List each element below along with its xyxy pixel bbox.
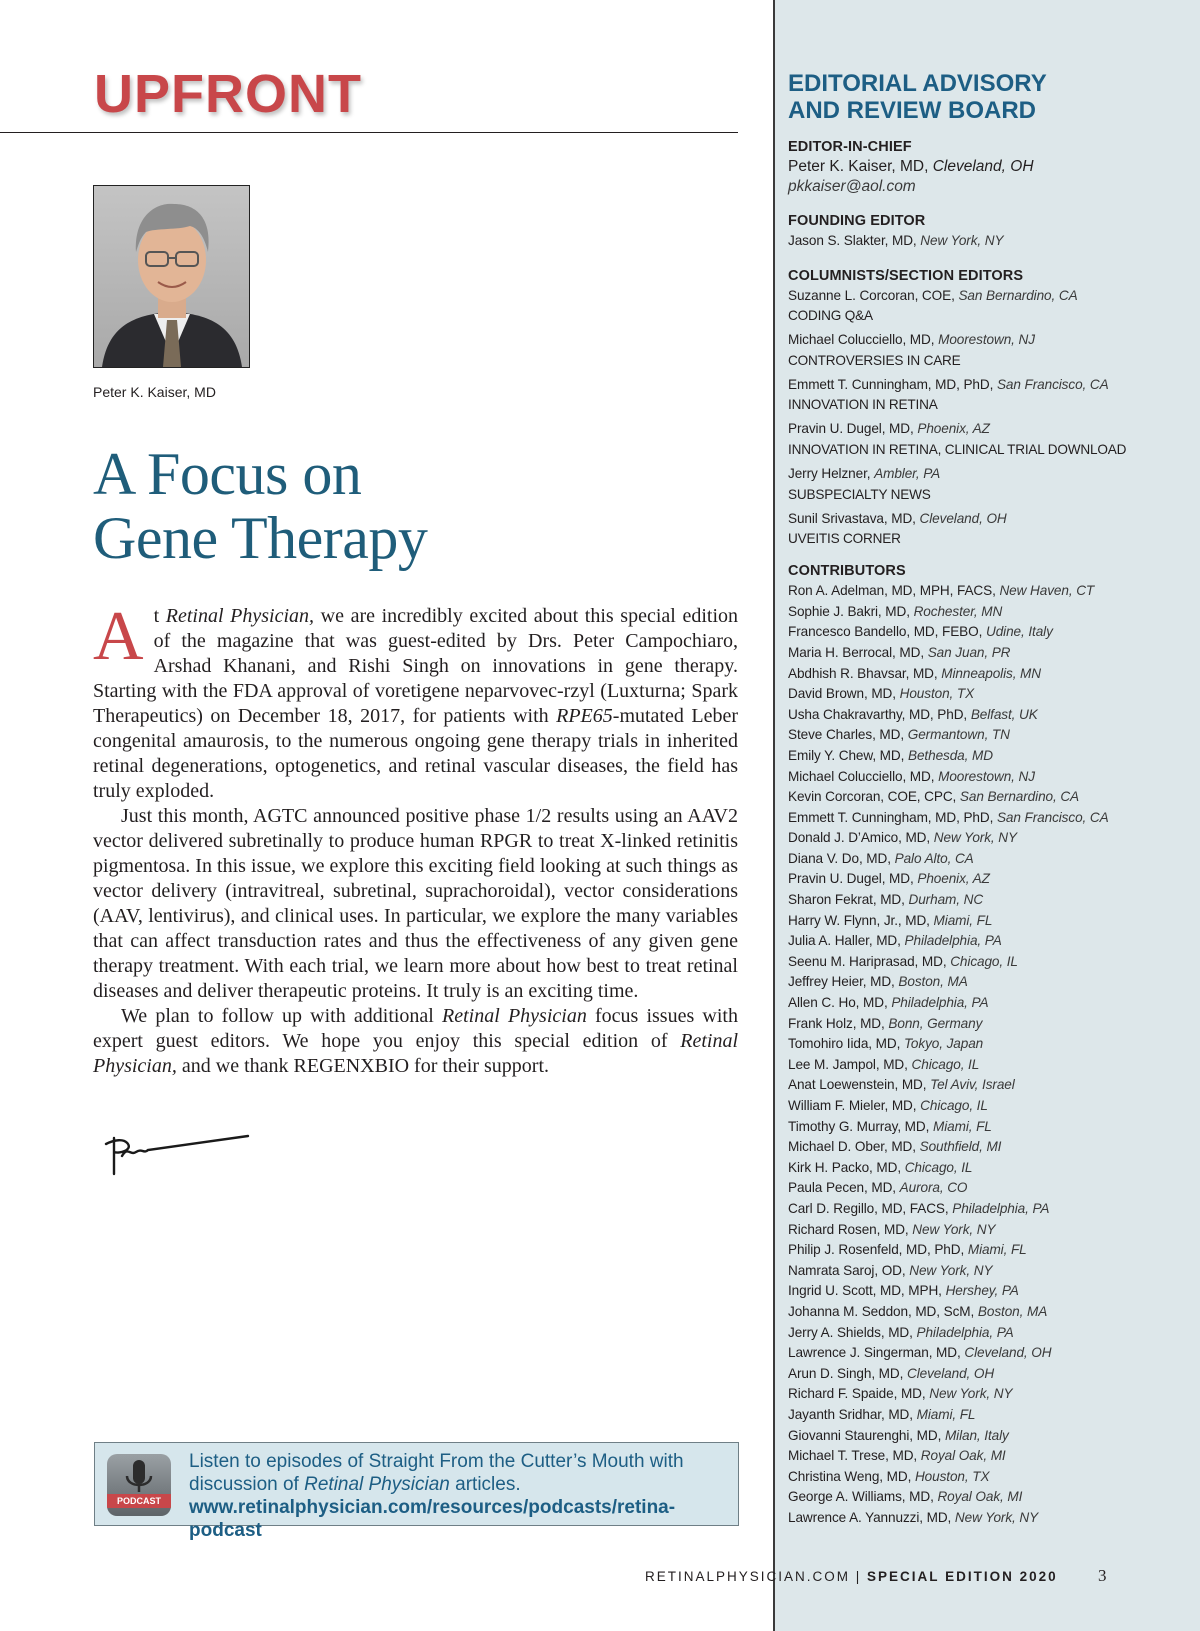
person-location: Philadelphia, PA [916,1324,1014,1340]
contributor-entry [788,622,1193,643]
columnists-list [788,286,1193,550]
person-location: Phoenix, AZ [917,421,990,437]
person-location: Belfast, UK [970,706,1038,722]
person-location: Boston, MA [977,1303,1048,1319]
podcast-line-2 [189,1473,734,1496]
person-name: Anat Loewenstein, MD, [788,1077,927,1093]
person-location: Hershey, PA [945,1283,1019,1299]
person-location: Germantown, TN [907,727,1010,743]
person-location: New York, NY [920,233,1004,248]
person-location: Bethesda, MD [908,747,993,763]
article-paragraph-2: Just this month, AGTC announced positive phase 1/2 results using an AAV2 vector delivered subretinally to produce human RPGR to treat X-linked retinitis pigmentosa. In this issue, we explore this exciting field looking at such things as vector delivery (intravitreal, subretinal, suprachoroidal), vector considerations (AAV, lentivirus), and clinical uses. In particular, we explore the many variables that can affect transduction rates and thus the effectiveness of any given gene therapy treatment. With each trial, we learn more about how best to treat retinal diseases and deliver therapeutic proteins. It truly is an exciting time. [93,805,738,1002]
eic-location: Cleveland, OH [932,158,1034,175]
contributor-entry [788,972,1193,993]
contributor-entry [788,1384,1193,1405]
person-location: New York, NY [909,1262,993,1278]
person-name: Richard F. Spaide, MD, [788,1386,926,1402]
contributor-entry [788,787,1193,808]
person-name: Michael D. Ober, MD, [788,1139,916,1155]
contributor-entry [788,1137,1193,1158]
contributor-entry [788,705,1193,726]
person-location: Southfield, MI [919,1139,1002,1155]
contributor-entry [788,1014,1193,1035]
person-location: Houston, TX [914,1468,990,1484]
person-location: Udine, Italy [985,624,1053,640]
p3-run-1: Retinal Physician [442,1005,587,1027]
person-name: Allen C. Ho, MD, [788,995,888,1011]
columnist-entry [788,419,1193,440]
contributor-entry [788,952,1193,973]
person-name: Sharon Fekrat, MD, [788,892,905,908]
person-location: Miami, FL [933,1118,992,1134]
person-location: Cleveland, OH [964,1345,1052,1361]
person-name: Michael T. Trese, MD, [788,1448,918,1464]
column-title: UVEITIS CORNER [788,531,901,547]
person-name: David Brown, MD, [788,686,896,702]
p1-run-3: RPE65 [556,705,613,727]
contributor-entry [788,1055,1193,1076]
header-rule [0,132,738,133]
person-name: Namrata Saroj, OD, [788,1262,906,1278]
contributor-entry [788,808,1193,829]
person-location: Philadelphia, PA [904,933,1002,949]
person-location: Chicago, IL [911,1056,980,1072]
person-location: San Francisco, CA [996,809,1109,825]
footer-edition: SPECIAL EDITION 2020 [867,1569,1058,1584]
person-location: Aurora, CO [899,1180,968,1196]
person-name: Steve Charles, MD, [788,727,905,743]
board-title-line-1: EDITORIAL ADVISORY [788,70,1047,97]
contributor-entry [788,725,1193,746]
person-location: Chicago, IL [904,1159,973,1175]
podcast-line-2-post: articles. [449,1474,521,1495]
columnist-entry [788,330,1193,351]
contributor-entry [788,1364,1193,1385]
person-location: Tokyo, Japan [903,1036,984,1052]
contributor-entry [788,767,1193,788]
person-name: Arun D. Singh, MD, [788,1365,904,1381]
contributor-entry [788,664,1193,685]
person-name: Lawrence A. Yannuzzi, MD, [788,1509,952,1525]
person-name: Johanna M. Seddon, MD, ScM, [788,1303,975,1319]
contributor-entry [788,1261,1193,1282]
contributor-entry [788,993,1193,1014]
column-title: INNOVATION IN RETINA, CLINICAL TRIAL DOWNLOAD [788,441,1127,457]
contributor-entry [788,643,1193,664]
contributor-entry [788,1281,1193,1302]
contributor-entry [788,1487,1193,1508]
contributor-entry [788,1405,1193,1426]
contributor-entry [788,1323,1193,1344]
eic-heading: EDITOR-IN-CHIEF [788,139,912,155]
author-photo [93,185,250,368]
person-location: Minneapolis, MN [941,665,1041,681]
column-title: CONTROVERSIES IN CARE [788,352,961,368]
contributor-entry [788,1467,1193,1488]
person-name: Emmett T. Cunningham, MD, PhD, [788,809,994,825]
person-name: Michael Colucciello, MD, [788,332,935,348]
podcast-banner[interactable] [94,1442,739,1541]
contributor-entry [788,1302,1193,1323]
person-location: New Haven, CT [999,583,1095,599]
person-name: Suzanne L. Corcoran, COE, [788,287,955,303]
person-name: Kevin Corcoran, COE, CPC, [788,789,957,805]
person-name: George A. Williams, MD, [788,1489,934,1505]
person-name: Emily Y. Chew, MD, [788,747,905,763]
person-location: Miami, FL [967,1242,1027,1258]
person-name: Diana V. Do, MD, [788,850,891,866]
person-location: Chicago, IL [950,953,1018,969]
person-name: Ingrid U. Scott, MD, MPH, [788,1283,942,1299]
article-headline [93,442,733,570]
podcast-microphone-icon [107,1454,171,1516]
contributor-entry [788,746,1193,767]
columnist-entry [788,509,1193,530]
columnist-entry [788,286,1193,307]
eic-entry [788,157,1193,177]
person-name: Donald J. D’Amico, MD, [788,830,931,846]
section-label: UPFRONT [94,64,362,124]
person-location: New York, NY [912,1221,996,1237]
podcast-line-2-pre: discussion of [189,1474,305,1495]
person-name: Harry W. Flynn, Jr., MD, [788,912,930,928]
page-number: 3 [1098,1566,1107,1585]
person-name: Jerry A. Shields, MD, [788,1324,913,1340]
person-name: Richard Rosen, MD, [788,1221,909,1237]
contributor-entry [788,1075,1193,1096]
contributor-entry [788,684,1193,705]
contributor-entry [788,1096,1193,1117]
person-location: Moorestown, NJ [938,332,1035,348]
column-title: CODING Q&A [788,308,873,324]
person-name: Sophie J. Bakri, MD, [788,603,910,619]
contributor-entry [788,1178,1193,1199]
p3-run-4: and we thank REGENXBIO for their support. [176,1055,550,1077]
person-location: Philadelphia, PA [891,995,989,1011]
person-location: Tel Aviv, Israel [930,1077,1015,1093]
person-name: Giovanni Staurenghi, MD, [788,1427,942,1443]
footer-separator: | [850,1569,868,1584]
contributor-entry [788,1158,1193,1179]
person-name: Emmett T. Cunningham, MD, PhD, [788,376,994,392]
person-location: Cleveland, OH [907,1365,995,1381]
person-name: Usha Chakravarthy, MD, PhD, [788,706,968,722]
contributor-entry [788,581,1193,602]
person-name: Seenu M. Hariprasad, MD, [788,953,947,969]
headline-line-2: Gene Therapy [93,505,428,571]
contributor-entry [788,911,1193,932]
footer-site: RETINALPHYSICIAN.COM [645,1569,851,1584]
article-paragraph-1 [93,598,738,804]
person-location: San Bernardino, CA [958,287,1078,303]
person-name: Lawrence J. Singerman, MD, [788,1345,961,1361]
person-name: Timothy G. Murray, MD, [788,1118,930,1134]
person-location: Bonn, Germany [888,1015,983,1031]
column-title: INNOVATION IN RETINA [788,397,938,413]
contributors-heading: CONTRIBUTORS [788,563,906,580]
person-location: Houston, TX [899,686,975,702]
p1-run-4: -mutated Leber congenital amaurosis, to the numerous ongoing gene therapy trials in inherited retinal degenerations, optogenetics, and retinal vascular diseases, the field has truly exploded. [93,705,738,802]
column-title: SUBSPECIALTY NEWS [788,486,931,502]
person-location: Phoenix, AZ [917,871,990,887]
person-location: Durham, NC [908,892,984,908]
person-location: San Juan, PR [927,644,1011,660]
person-location: Philadelphia, PA [952,1200,1050,1216]
podcast-line-2-em: Retinal Physician [304,1474,450,1495]
article-body [93,598,738,1079]
person-name: Maria H. Berrocal, MD, [788,644,925,660]
contributor-entry [788,1199,1193,1220]
podcast-badge: PODCAST [107,1494,171,1508]
person-location: Ambler, PA [874,465,941,481]
contributors-list [788,581,1193,1528]
person-location: Cleveland, OH [919,510,1007,526]
columnist-entry [788,375,1193,396]
person-name: Jerry Helzner, [788,465,871,481]
person-name: Julia A. Haller, MD, [788,933,901,949]
contributor-entry [788,869,1193,890]
contributor-entry [788,849,1193,870]
board-title [788,70,1188,124]
person-location: Boston, MA [898,974,968,990]
person-name: Lee M. Jampol, MD, [788,1056,908,1072]
founding-editor [788,231,1193,252]
contributor-entry [788,1117,1193,1138]
person-location: Royal Oak, MI [920,1448,1006,1464]
person-name: Sunil Srivastava, MD, [788,510,916,526]
person-name: Paula Pecen, MD, [788,1180,896,1196]
person-name: Philip J. Rosenfeld, MD, PhD, [788,1242,965,1258]
contributor-entry [788,1240,1193,1261]
person-location: Rochester, MN [913,603,1003,619]
p1-run-0: t [153,605,166,627]
eic-name: Peter K. Kaiser, MD, [788,158,929,175]
contributor-entry [788,1034,1193,1055]
person-name: Christina Weng, MD, [788,1468,912,1484]
drop-cap: A [93,598,144,675]
podcast-text [189,1450,734,1542]
person-location: Miami, FL [916,1406,976,1422]
person-name: Kirk H. Packo, MD, [788,1159,902,1175]
podcast-line-1: Listen to episodes of Straight From the Cutter’s Mouth with [189,1451,684,1472]
p1-run-2: we are incredibly excited about this special edition of the magazine that was guest-edited by Drs. Peter Campochiaro, Arshad Khanani, and Rishi Singh on innovations in gene therapy. Starting with the FDA approval of voretigene neparvovec-rzyl (Luxturna; Spark Therapeutics) on December 18, 2017, for patients with [93,605,738,727]
p3-run-2: focus issues with expert guest editors. We hope you enjoy this special edition of [93,1005,738,1052]
founding-heading: FOUNDING EDITOR [788,213,926,229]
person-location: Moorestown, NJ [938,768,1035,784]
person-name: Jeffrey Heier, MD, [788,974,895,990]
contributor-entry [788,890,1193,911]
headline-line-1: A Focus on [93,441,362,507]
p1-run-1: Retinal Physician, [165,605,315,627]
person-name: Carl D. Regillo, MD, FACS, [788,1200,949,1216]
person-name: William F. Mieler, MD, [788,1098,917,1113]
person-name: Michael Colucciello, MD, [788,768,935,784]
person-name: Pravin U. Dugel, MD, [788,871,914,887]
person-name: Pravin U. Dugel, MD, [788,421,914,437]
person-location: Palo Alto, CA [894,850,974,866]
article-paragraph-3 [93,1004,738,1079]
page-footer [645,1569,1115,1584]
p3-run-3: Retinal Physician, [93,1030,738,1077]
contributor-entry [788,1426,1193,1447]
board-list [788,137,1193,1528]
contributor-entry [788,931,1193,952]
person-location: San Bernardino, CA [959,789,1080,805]
person-name: Ron A. Adelman, MD, MPH, FACS, [788,583,996,599]
person-name: Abdhish R. Bhavsar, MD, [788,665,938,681]
contributor-entry [788,1508,1193,1529]
eic-email-link[interactable]: pkkaiser@aol.com [788,178,916,195]
person-location: New York, NY [929,1386,1013,1402]
person-name: Tomohiro Iida, MD, [788,1036,901,1052]
contributor-entry [788,1220,1193,1241]
photo-caption: Peter K. Kaiser, MD [93,384,216,400]
person-location: Chicago, IL [920,1098,988,1113]
person-location: Royal Oak, MI [937,1489,1023,1505]
p3-run-0: We plan to follow up with additional [121,1005,443,1027]
contributor-entry [788,1446,1193,1467]
person-location: New York, NY [954,1509,1039,1525]
board-title-line-2: AND REVIEW BOARD [788,97,1037,124]
contributor-entry [788,1343,1193,1364]
person-location: New York, NY [933,830,1017,846]
person-name: Francesco Bandello, MD, FEBO, [788,624,983,640]
contributor-entry [788,602,1193,623]
signature [100,1128,250,1181]
podcast-url-link[interactable]: www.retinalphysician.com/resources/podcasts/retina-podcast [189,1497,676,1541]
person-location: San Francisco, CA [996,376,1109,392]
person-location: Miami, FL [933,912,993,928]
columnists-heading: COLUMNISTS/SECTION EDITORS [788,267,1024,284]
person-name: Jayanth Sridhar, MD, [788,1406,913,1422]
person-location: Milan, Italy [944,1427,1009,1443]
contributor-entry [788,828,1193,849]
columnist-entry [788,464,1193,485]
person-name: Frank Holz, MD, [788,1015,885,1031]
person-name: Jason S. Slakter, MD, [788,233,917,248]
